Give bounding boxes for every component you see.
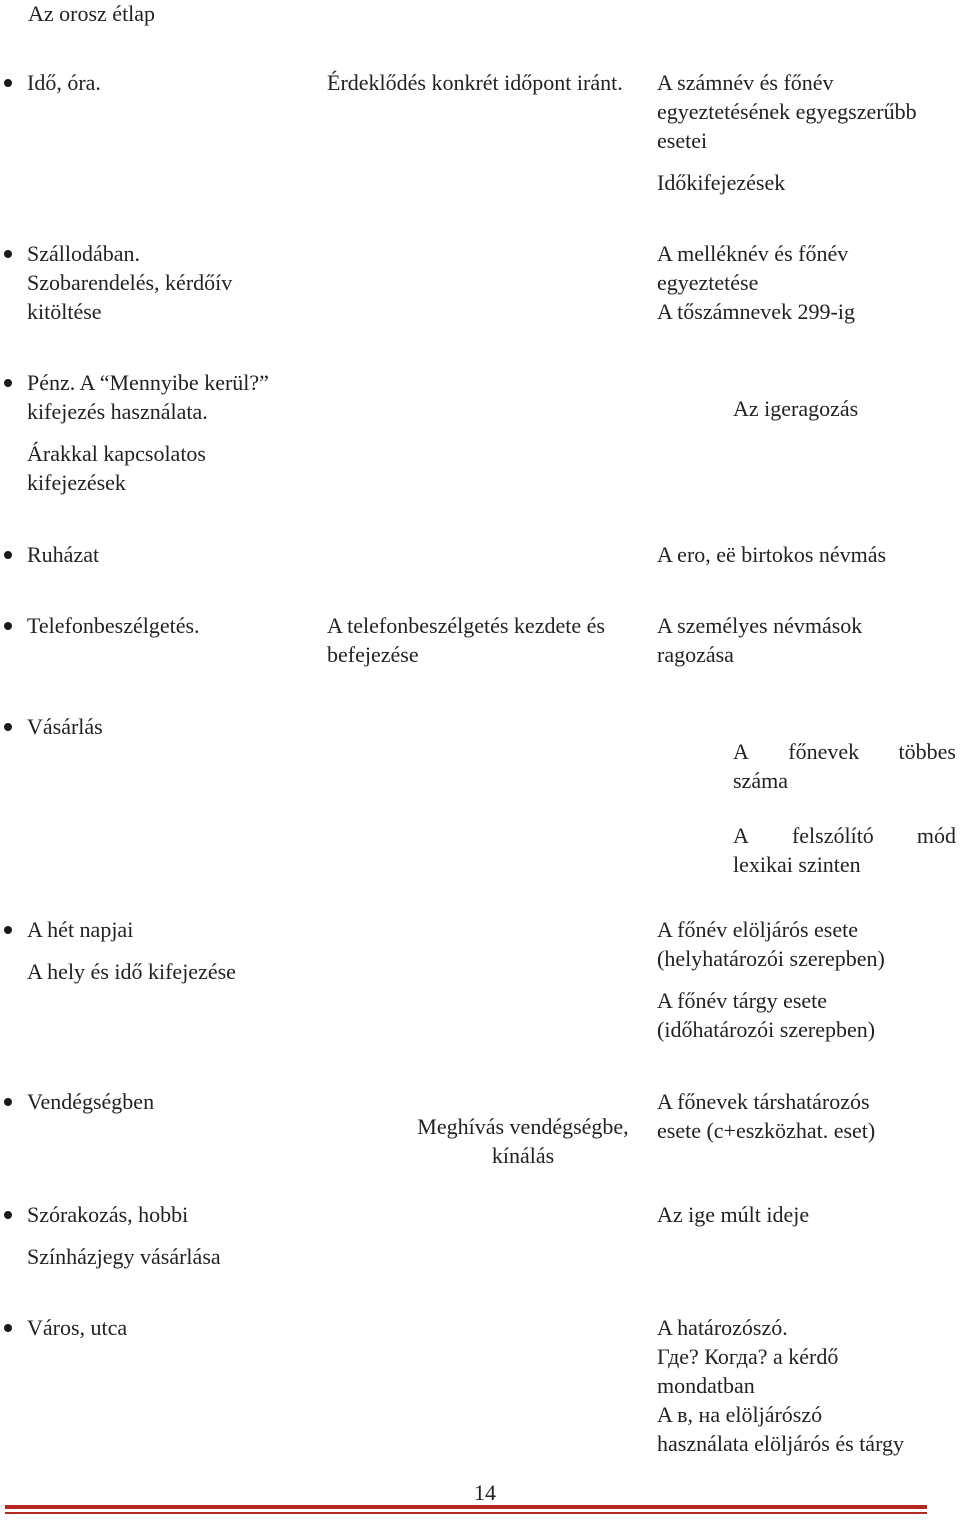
grammar-text: A ero, eë birtokos névmás: [657, 542, 887, 567]
footer-rule: [5, 1505, 927, 1509]
bullet: [4, 1324, 12, 1332]
grammar-text: A főnevek társhatározós esete (c+eszközhat. eset): [657, 1089, 876, 1143]
grammar-text: Az ige múlt ideje: [657, 1202, 810, 1227]
grammar-text: A tőszámnevek 299-ig: [657, 299, 855, 324]
grammar-text: A melléknév és főnév egyeztetése: [657, 241, 849, 295]
bullet: [4, 723, 12, 731]
topic-text: Szórakozás, hobbi: [27, 1202, 189, 1227]
grammar-text: Időkifejezések: [657, 170, 786, 195]
grammar-text: A határozószó. Где? Когда? a kérdő mondatban A в, на elöljárószó használata elöljárós és tárgy: [657, 1315, 904, 1456]
page-number: 14: [474, 1480, 496, 1505]
topic-text: Árakkal kapcsolatos kifejezések: [27, 441, 206, 495]
grammar-text: A főnév tárgy esete (időhatározói szerepben): [657, 988, 876, 1042]
grammar-text: Az igeragozás: [733, 396, 859, 421]
bullet: [4, 551, 12, 559]
page-title: Az orosz étlap: [28, 1, 156, 26]
topic-text: Vendégségben: [27, 1089, 155, 1114]
topic-text: Ruházat: [27, 542, 100, 567]
grammar-text: A főnevek többes száma: [733, 739, 956, 793]
bullet: [4, 250, 12, 258]
footer-rule: [5, 1512, 927, 1514]
topic-text: Színházjegy vásárlása: [27, 1244, 221, 1269]
bullet: [4, 79, 12, 87]
grammar-text: A személyes névmások ragozása: [657, 613, 863, 667]
bullet: [4, 1098, 12, 1106]
function-text: Meghívás vendégségbe, kínálás: [417, 1114, 629, 1168]
topic-text: Telefonbeszélgetés.: [27, 613, 200, 638]
topic-text: A hét napjai: [27, 917, 134, 942]
topic-text: Idő, óra.: [27, 70, 101, 95]
bullet: [4, 926, 12, 934]
bullet: [4, 1211, 12, 1219]
topic-text: Pénz. A “Mennyibe kerül?” kifejezés használata.: [27, 370, 269, 424]
function-text: Érdeklődés konkrét időpont iránt.: [327, 70, 623, 95]
grammar-text: A számnév és főnév egyeztetésének egyegszerűbb esetei: [657, 70, 917, 153]
bullet: [4, 622, 12, 630]
grammar-text: A főnév elöljárós esete (helyhatározói szerepben): [657, 917, 885, 971]
topic-text: Város, utca: [27, 1315, 128, 1340]
topic-text: Vásárlás: [27, 714, 103, 739]
topic-text: A hely és idő kifejezése: [27, 959, 236, 984]
bullet: [4, 379, 12, 387]
topic-text: Szállodában. Szobarendelés, kérdőív kitöltése: [27, 241, 233, 324]
grammar-text: A felszólító mód lexikai szinten: [733, 823, 956, 877]
function-text: A telefonbeszélgetés kezdete és befejezése: [327, 613, 605, 667]
